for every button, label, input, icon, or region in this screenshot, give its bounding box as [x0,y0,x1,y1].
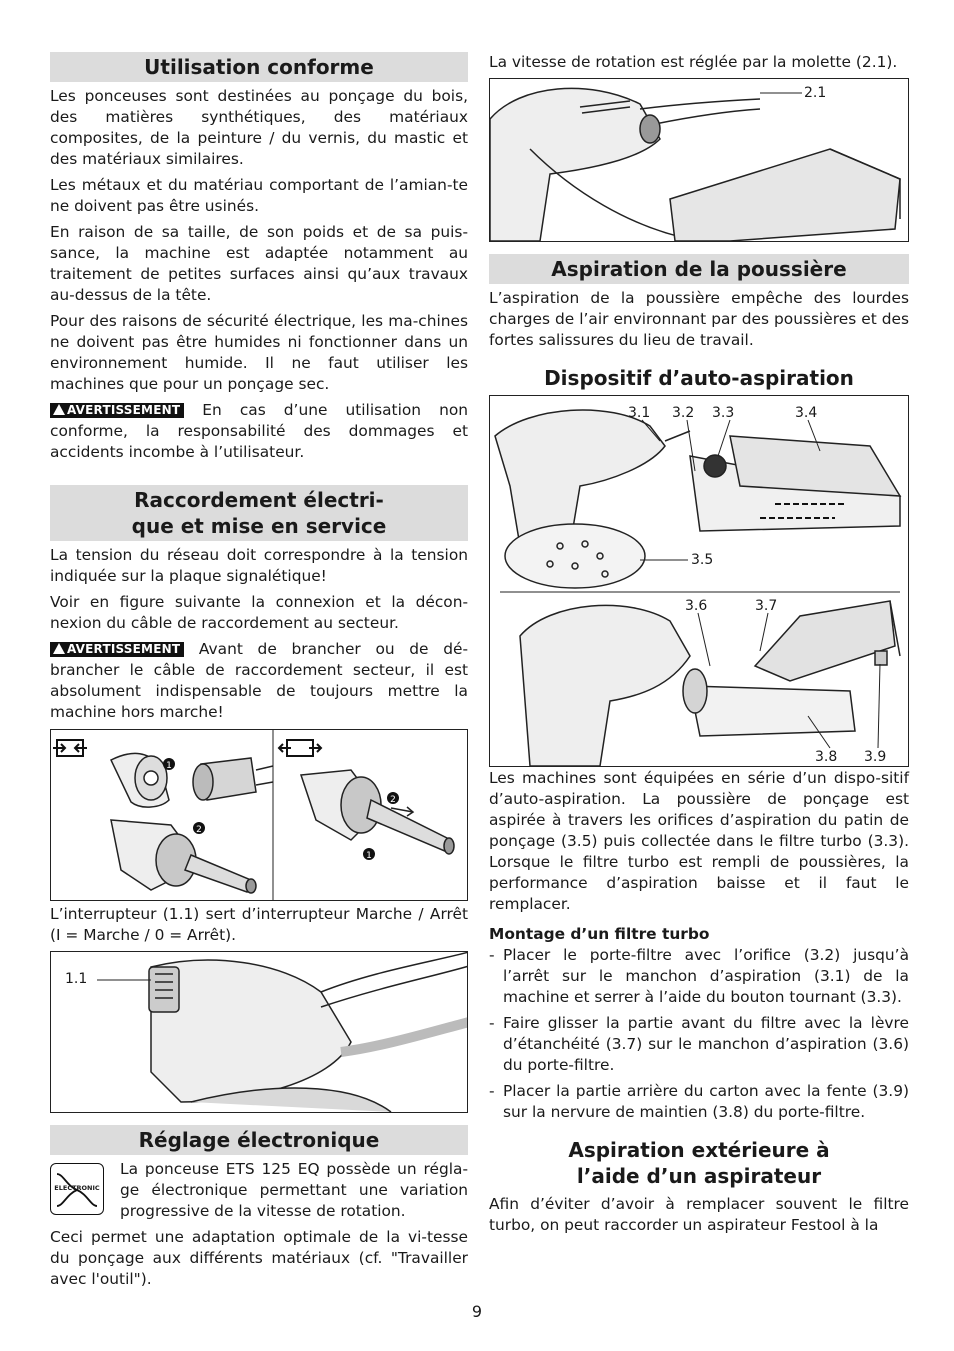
warning-triangle-icon [53,404,65,415]
paragraph: Les machines sont équipées en série d’un dispo-sitif d’auto-aspiration. La poussière de ponçage est aspirée à travers les orifices d’aspiration du patin de ponçage (3.5) puis collectée dans le filtre turbo (3.3). Lorsque le filtre turbo est rempli de poussières, la performance d’aspiration baisse et il faut le remplacer. [489,769,909,913]
heading-line: Raccordement électri- [134,488,384,512]
sander-wheel-illustration [490,79,909,241]
list-item: - Placer la partie arrière du carton avec la fente (3.9) sur la nervure de maintien (3.8) du porte-filtre. [489,1082,909,1121]
sub-heading-montage: Montage d’un filtre turbo [489,925,710,943]
callout-2-1: 2.1 [804,85,827,101]
warning-badge [50,403,184,418]
sander-switch-illustration [51,952,468,1112]
paragraph: Voir en figure suivante la connexion et la décon-nexion du câble de raccordement au secteur. [50,593,468,632]
callout-3-2: 3.2 [672,405,695,421]
heading-auto-aspiration: Dispositif d’auto-aspiration [544,366,854,390]
list-item: - Placer le porte-filtre avec l’orifice (3.2) jusqu’à l’arrêt sur le manchon d’aspiration (3.1) de la machine et serrer à l’aide du bouton tournant (3.3). [489,946,909,1006]
warning-triangle-icon [53,643,65,654]
page-number: 9 [471,1302,483,1321]
left-column [50,52,468,1290]
heading-reglage-electronique: Réglage électronique [50,1125,468,1155]
callout-3-8: 3.8 [815,749,838,765]
callout-3-5: 3.5 [691,552,714,568]
step-number: 2 [196,825,202,835]
paragraph: La vitesse de rotation est réglée par la molette (2.1). [489,53,898,71]
paragraph: La ponceuse ETS 125 EQ possède un régla-ge électronique permettant une variation progressive de la vitesse de rotation. [120,1160,468,1220]
heading-line: l’aide d’un aspirateur [576,1164,822,1188]
paragraph: Afin d’éviter d’avoir à remplacer souvent le filtre turbo, on peut raccorder un aspirateur Festool à la [489,1195,909,1234]
callout-3-6: 3.6 [685,598,708,614]
step-number: 2 [390,795,396,805]
warning-label: AVERTISSEMENT [67,403,181,417]
heading-line: que et mise en service [131,514,387,538]
list-item-text: Faire glisser la partie avant du filtre avec la lèvre d’étanchéité (3.7) sur le manchon d’aspiration (3.6) du porte-filtre. [503,1014,909,1074]
figure-cable-connection [50,729,468,901]
step-badge [387,792,399,805]
list-item: - Faire glisser la partie avant du filtre avec la lèvre d’étanchéité (3.7) sur le manchon d’aspiration (3.6) du porte-filtre. [489,1014,909,1074]
step-number: 1 [366,851,372,861]
turbo-filter-illustration [490,396,909,766]
electronic-icon [50,1163,104,1215]
callout-3-4: 3.4 [795,405,818,421]
callout-3-7: 3.7 [755,598,778,614]
warning-text: Avant de brancher ou de dé-brancher le câble de raccordement secteur, il est absolument indispensable de toujours mettre la machine hors marche! [50,640,468,721]
warning-paragraph [50,639,468,723]
callout-3-9: 3.9 [864,749,887,765]
warning-paragraph [50,400,468,463]
electronic-block [50,1161,468,1222]
warning-label: AVERTISSEMENT [67,642,181,656]
heading-aspiration-exterieure [489,1137,909,1189]
figure-speed-wheel [489,78,909,242]
paragraph: Les ponceuses sont destinées au ponçage du bois, des matières synthétiques, des matériaux composites, de la peinture / du vernis, du mastic et des matériaux similaires. [50,87,468,168]
paragraph: Ceci permet une adaptation optimale de la vi-tesse du ponçage aux différents matériaux (cf. "Travailler avec l'outil"). [50,1228,468,1288]
right-column [489,52,909,1236]
heading-utilisation-conforme: Utilisation conforme [50,52,468,82]
list-item-text: Placer la partie arrière du carton avec la fente (3.9) sur la nervure de maintien (3.8) du porte-filtre. [503,1082,909,1121]
cable-connection-illustration [51,730,468,900]
paragraph: L’aspiration de la poussière empêche des lourdes charges de l’air environnant par des poussières et des fortes salissures du lieu de travail. [489,289,909,349]
paragraph: L’interrupteur (1.1) sert d’interrupteur Marche / Arrêt (I = Marche / 0 = Arrêt). [50,905,468,944]
paragraph: En raison de sa taille, de son poids et de sa puis-sance, la machine est adaptée notamment au traitement de petites surfaces ainsi qu’aux travaux au-dessus de la tête. [50,223,468,304]
heading-raccordement [50,485,468,541]
heading-aspiration-poussiere: Aspiration de la poussière [489,254,909,284]
callout-3-1: 3.1 [628,405,651,421]
warning-badge [50,642,184,657]
figure-auto-aspiration [489,395,909,767]
plug-connect-icon [53,740,87,756]
paragraph: Pour des raisons de sécurité électrique, les ma-chines ne doivent pas être humides ni fonctionner dans un environnement humide. Il ne faut utiliser les machines que pour un ponçage sec. [50,312,468,393]
electronic-icon-text: ELECTRONIC [54,1184,100,1192]
callout-1-1: 1.1 [65,971,88,987]
list-item-text: Placer le porte-filtre avec l’orifice (3.2) jusqu’à l’arrêt sur le manchon d’aspiration (3.1) de la machine et serrer à l’aide du bouton tournant (3.3). [503,946,909,1006]
paragraph: La tension du réseau doit correspondre à la tension indiquée sur la plaque signalétique! [50,546,468,585]
warning-text: En cas d’une utilisation non conforme, la responsabilité des dommages et accidents incombe à l’utilisateur. [50,401,468,461]
figure-switch [50,951,468,1113]
step-badge [363,848,375,861]
step-number: 1 [166,761,172,771]
paragraph: Les métaux et du matériau comportant de l’amian-te ne doivent pas être usinés. [50,176,468,215]
step-badge [193,822,205,835]
callout-3-3: 3.3 [712,405,735,421]
plug-disconnect-icon [279,740,321,756]
heading-line: Aspiration extérieure à [568,1138,830,1162]
